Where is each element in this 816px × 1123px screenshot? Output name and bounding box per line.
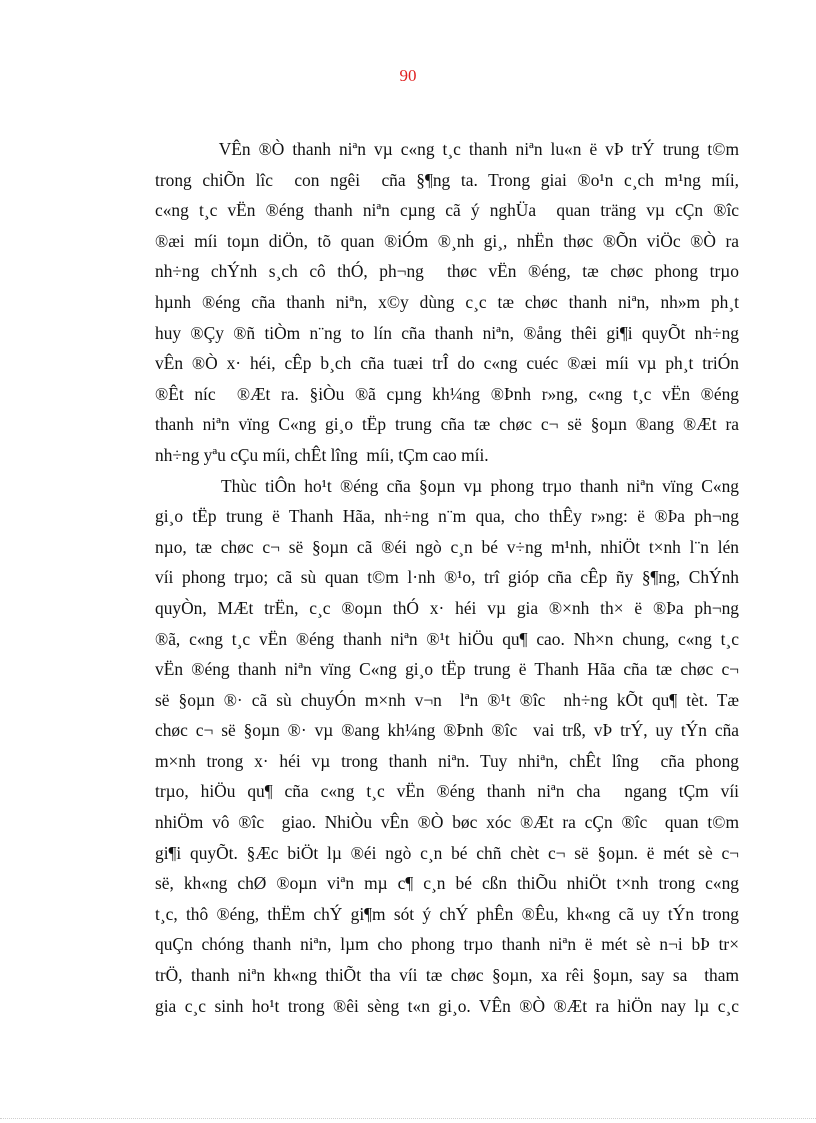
text-line: nh÷ng chÝnh s¸ch cô thÓ, ph¬ng thøc vËn ®éng, tæ chøc phong trµo: [155, 261, 739, 282]
text-line: trÖ, thanh niªn kh«ng thiÕt tha víi tæ chøc §oµn, xa rêi §oµn, say sa tham: [155, 965, 739, 986]
text-line: ®Êt níc ®Æt ra. §iÒu ®ã cµng kh¼ng ®Þnh r»ng, c«ng t¸c vËn ®éng: [155, 383, 739, 404]
text-line: nh÷ng yªu cÇu míi, chÊt lîng míi, tÇm cao míi.: [155, 444, 489, 465]
page-bottom-divider: [0, 1118, 816, 1119]
text-line: së §oµn ®· cã sù chuyÓn m×nh v¬n lªn ®¹t ®îc nh÷ng kÕt qu¶ tèt. Tæ: [155, 689, 739, 710]
text-line: ®æi míi toµn diÖn, tõ quan ®iÓm ®¸nh gi¸, nhËn thøc ®Õn viÖc ®Ò ra: [155, 230, 739, 251]
text-line: gi¸o tËp trung ë Thanh Hãa, nh÷ng n¨m qua, cho thÊy r»ng: ë ®Þa ph¬ng: [155, 506, 739, 527]
text-line: trong chiÕn lîc con ngêi cña §¶ng ta. Trong giai ®o¹n c¸ch m¹ng míi,: [155, 169, 739, 190]
text-line: trµo, hiÖu qu¶ cña c«ng t¸c vËn ®éng thanh niªn cha ngang tÇm víi: [155, 781, 739, 802]
text-line: nhiÖm vô ®îc giao. NhiÒu vÊn ®Ò bøc xóc ®Æt ra cÇn ®îc quan t©m: [155, 812, 739, 833]
text-line: thanh niªn vïng C«ng gi¸o tËp trung cña tæ chøc c¬ së §oµn ®ang ®Æt ra: [155, 414, 739, 435]
text-line: t¸c, thô ®éng, thËm chÝ gi¶m sót ý chÝ phÊn ®Êu, kh«ng cã uy tÝn trong: [155, 903, 739, 924]
page-number: 90: [399, 66, 417, 85]
text-line: gi¶i quyÕt. §Æc biÖt lµ ®éi ngò c¸n bé chñ chèt c¬ së §oµn. ë mét sè c¬: [155, 842, 739, 863]
text-line: víi phong trµo; cã sù quan t©m l·nh ®¹o, trî gióp cña cÊp ñy §¶ng, ChÝnh: [155, 567, 739, 588]
text-line: m×nh trong x· héi vµ trong thanh niªn. Tuy nhiªn, chÊt lîng cña phong: [155, 750, 739, 771]
text-line: nµo, tæ chøc c¬ së §oµn cã ®éi ngò c¸n bé v÷ng m¹nh, nhiÖt t×nh l¨n lén: [155, 536, 739, 557]
body-text: [155, 134, 739, 1021]
text-line: VÊn ®Ò thanh niªn vµ c«ng t¸c thanh niªn lu«n ë vÞ trÝ trung t©m: [155, 139, 739, 159]
text-line: c«ng t¸c vËn ®éng thanh niªn cµng cã ý nghÜa quan träng vµ cÇn ®îc: [155, 200, 739, 221]
text-line: së, kh«ng chØ ®oµn viªn mµ c¶ c¸n bé cßn thiÕu nhiÖt t×nh trong c«ng: [155, 873, 739, 894]
text-line: chøc c¬ së §oµn ®· vµ ®ang kh¼ng ®Þnh ®îc vai trß, vÞ trÝ, uy tÝn cña: [155, 720, 739, 741]
text-line: Thùc tiÔn ho¹t ®éng cña §oµn vµ phong trµo thanh niªn vïng C«ng: [155, 475, 739, 496]
text-line: quyÒn, MÆt trËn, c¸c ®oµn thÓ x· héi vµ gia ®×nh th× ë ®Þa ph¬ng: [155, 597, 739, 618]
text-line: ®ã, c«ng t¸c vËn ®éng thanh niªn ®¹t hiÖu qu¶ cao. Nh×n chung, c«ng t¸c: [155, 628, 739, 649]
text-line: vÊn ®Ò x· héi, cÊp b¸ch cña tuæi trÎ do c«ng cuéc ®æi míi vµ ph¸t triÓn: [155, 353, 739, 374]
paragraph-2: [155, 471, 739, 1022]
paragraph-1: [155, 134, 739, 471]
text-line: hµnh ®éng cña thanh niªn, x©y dùng c¸c tæ chøc thanh niªn, nh»m ph¸t: [155, 291, 739, 312]
text-line: gia c¸c sinh ho¹t trong ®êi sèng t«n gi¸o. VÊn ®Ò ®Æt ra hiÖn nay lµ c¸c: [155, 995, 739, 1016]
text-line: vËn ®éng thanh niªn vïng C«ng gi¸o tËp trung ë Thanh Hãa cña tæ chøc c¬: [155, 659, 739, 680]
text-line: quÇn chóng thanh niªn, lµm cho phong trµo thanh niªn ë mét sè n¬i bÞ tr×: [155, 934, 739, 955]
text-line: huy ®Çy ®ñ tiÒm n¨ng to lín cña thanh niªn, ®ång thêi gi¶i quyÕt nh÷ng: [155, 322, 739, 343]
